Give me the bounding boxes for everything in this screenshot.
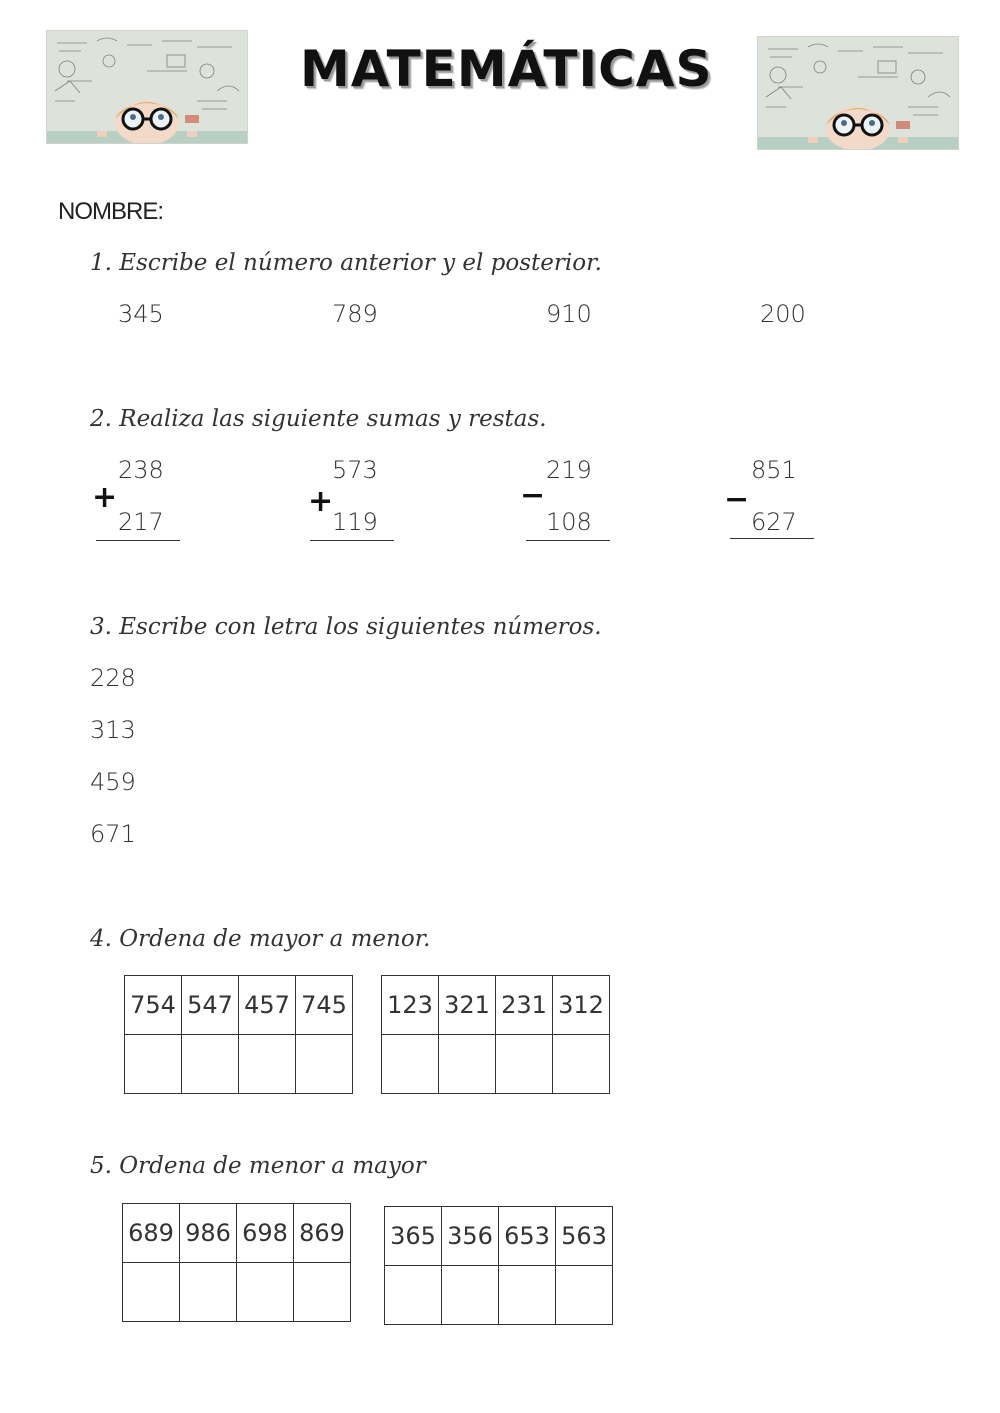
q1-number: 789 <box>332 300 378 328</box>
table-cell: 123 <box>382 976 439 1035</box>
question-5-prompt: 5. Ordena de menor a mayor <box>90 1153 426 1179</box>
table-cell: 365 <box>385 1207 442 1266</box>
q4-order-table-2 <box>381 975 610 1094</box>
result-line <box>526 540 610 541</box>
table-cell: 356 <box>442 1207 499 1266</box>
result-line <box>96 540 180 541</box>
table-cell: 321 <box>439 976 496 1035</box>
answer-cell[interactable] <box>239 1035 296 1094</box>
table-cell: 689 <box>123 1204 180 1263</box>
table-cell: 231 <box>496 976 553 1035</box>
q3-number: 671 <box>90 820 136 848</box>
answer-cell[interactable] <box>180 1263 237 1322</box>
table-cell: 698 <box>237 1204 294 1263</box>
q5-order-table-1 <box>122 1203 351 1322</box>
page-title: MATEMÁTICAS <box>300 40 713 98</box>
operation-top-number: 238 <box>118 456 164 484</box>
table-cell: 869 <box>294 1204 351 1263</box>
table-cell: 457 <box>239 976 296 1035</box>
table-cell: 563 <box>556 1207 613 1266</box>
table-cell: 653 <box>499 1207 556 1266</box>
answer-cell[interactable] <box>385 1266 442 1325</box>
q1-number: 345 <box>118 300 164 328</box>
answer-cell[interactable] <box>442 1266 499 1325</box>
operation-top-number: 219 <box>546 456 592 484</box>
q5-order-table-2 <box>384 1206 613 1325</box>
table-cell: 745 <box>296 976 353 1035</box>
operation-bottom-number: 119 <box>332 508 378 536</box>
operation-bottom-number: 627 <box>751 508 797 536</box>
operation-top-number: 573 <box>332 456 378 484</box>
question-3-prompt: 3. Escribe con letra los siguientes números. <box>90 614 602 640</box>
q3-number: 313 <box>90 716 136 744</box>
table-cell: 986 <box>180 1204 237 1263</box>
table-cell: 312 <box>553 976 610 1035</box>
result-line <box>730 538 814 539</box>
header-image-right <box>757 36 959 150</box>
question-2-prompt: 2. Realiza las siguiente sumas y restas. <box>90 406 547 432</box>
table-cell: 754 <box>125 976 182 1035</box>
q3-number: 228 <box>90 664 136 692</box>
q3-number: 459 <box>90 768 136 796</box>
minus-sign: − <box>520 478 546 513</box>
answer-cell[interactable] <box>294 1263 351 1322</box>
answer-cell[interactable] <box>499 1266 556 1325</box>
q1-number: 200 <box>760 300 806 328</box>
answer-cell[interactable] <box>296 1035 353 1094</box>
result-line <box>310 540 394 541</box>
answer-cell[interactable] <box>496 1035 553 1094</box>
question-4-prompt: 4. Ordena de mayor a menor. <box>90 926 431 952</box>
name-label: NOMBRE: <box>58 198 164 225</box>
answer-cell[interactable] <box>439 1035 496 1094</box>
question-1-prompt: 1. Escribe el número anterior y el posterior. <box>90 250 602 276</box>
answer-cell[interactable] <box>125 1035 182 1094</box>
answer-cell[interactable] <box>553 1035 610 1094</box>
operation-top-number: 851 <box>751 456 797 484</box>
minus-sign: − <box>724 482 750 517</box>
answer-cell[interactable] <box>556 1266 613 1325</box>
plus-sign: + <box>308 484 334 519</box>
operation-bottom-number: 108 <box>546 508 592 536</box>
header-image-left <box>46 30 248 144</box>
operation-bottom-number: 217 <box>118 508 164 536</box>
answer-cell[interactable] <box>237 1263 294 1322</box>
q1-number: 910 <box>546 300 592 328</box>
q4-order-table-1 <box>124 975 353 1094</box>
answer-cell[interactable] <box>382 1035 439 1094</box>
girl-with-glasses-illustration <box>758 37 958 149</box>
answer-cell[interactable] <box>182 1035 239 1094</box>
girl-with-glasses-illustration <box>47 31 247 143</box>
answer-cell[interactable] <box>123 1263 180 1322</box>
table-cell: 547 <box>182 976 239 1035</box>
plus-sign: + <box>92 480 118 515</box>
